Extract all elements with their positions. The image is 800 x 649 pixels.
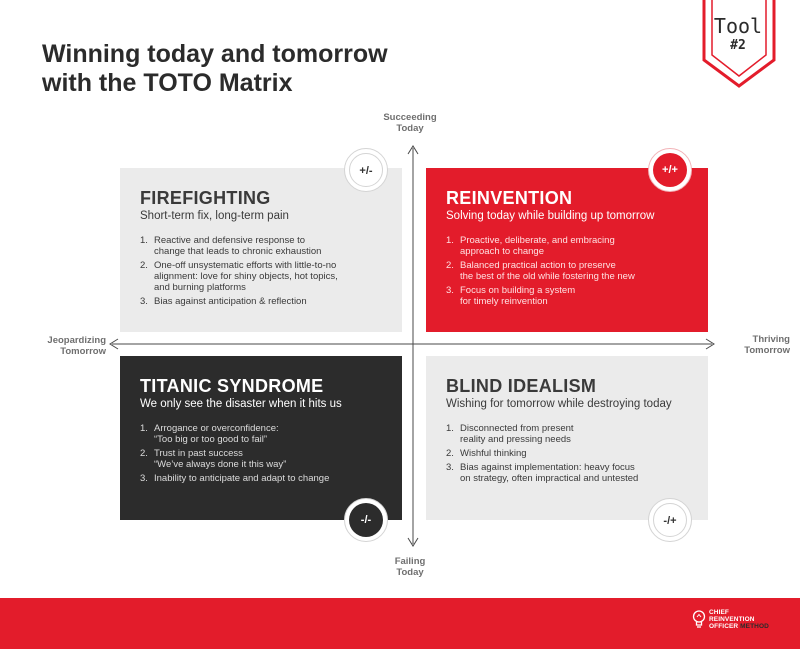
list-item (446, 423, 688, 445)
badge-label: -/+ (653, 503, 687, 537)
footer-bar (0, 598, 800, 649)
quadrant-subtitle: Short-term fix, long-term pain (140, 210, 289, 222)
list-item-text: Disconnected from present reality and pressing needs (460, 423, 574, 445)
axis-label-bottom-line-1: Failing (394, 556, 426, 567)
list-item-text: Bias against implementation: heavy focus on strategy, often impractical and untested (460, 462, 639, 484)
axis-label-bottom (370, 556, 450, 578)
list-item (140, 473, 382, 484)
list-item-text: Bias against anticipation & reflection (154, 296, 307, 307)
logo-text (709, 609, 769, 630)
badge-reinvention (648, 148, 692, 192)
list-item-number: 1. (446, 423, 454, 434)
quadrant-title: BLIND IDEALISM (446, 376, 597, 396)
tool-badge-number: #2 (730, 38, 746, 53)
list-item (446, 462, 688, 484)
list-item-number: 2. (446, 260, 454, 271)
list-item (446, 448, 688, 459)
list-item (140, 423, 382, 445)
page-title-line-2: with the TOTO Matrix (42, 69, 293, 97)
footer-logo (692, 608, 792, 638)
list-item (446, 235, 688, 257)
tool-badge-label: Tool (713, 14, 763, 38)
list-item-text: Wishful thinking (460, 448, 527, 459)
list-item-text: Trust in past success “We’ve always done it this way” (154, 448, 287, 470)
quadrant-blind-idealism (426, 356, 708, 520)
axis-label-bottom-line-2: Today (396, 567, 424, 578)
axis-label-top (370, 112, 450, 134)
list-item-number: 3. (140, 296, 148, 307)
list-item-text: One-off unsystematic efforts with little-to-no alignment: love for shiny objects, hot topics, and burning platforms (154, 260, 338, 293)
page-title-line-1: Winning today and tomorrow (42, 40, 388, 68)
list-item-text: Balanced practical action to preserve the best of the old while fostering the new (460, 260, 635, 282)
list-item-number: 1. (140, 423, 148, 434)
quadrant-list (446, 423, 688, 484)
lightbulb-icon (692, 610, 706, 628)
list-item (140, 296, 382, 307)
quadrant-subtitle: We only see the disaster when it hits us (140, 398, 342, 410)
list-item-text: Arrogance or overconfidence: “Too big or too good to fail” (154, 423, 279, 445)
badge-blind-idealism (648, 498, 692, 542)
list-item (140, 235, 382, 257)
quadrant-firefighting (120, 168, 402, 332)
quadrant-list (140, 235, 382, 307)
logo-word-method: METHOD (740, 623, 769, 630)
list-item (140, 260, 382, 293)
list-item-number: 2. (140, 260, 148, 271)
list-item (446, 260, 688, 282)
list-item-number: 2. (140, 448, 148, 459)
quadrant-title: FIREFIGHTING (140, 188, 271, 208)
list-item-text: Focus on building a system for timely reinvention (460, 285, 576, 307)
axis-label-right-line-1: Thriving (752, 334, 790, 345)
list-item (446, 285, 688, 307)
badge-titanic-syndrome (344, 498, 388, 542)
axis-label-top-line-2: Today (396, 123, 424, 134)
axis-label-top-line-1: Succeeding (383, 112, 437, 123)
axis-label-right (710, 334, 790, 356)
quadrant-list (446, 235, 688, 307)
badge-firefighting (344, 148, 388, 192)
logo-word-officer: OFFICER (709, 623, 739, 630)
quadrant-subtitle: Solving today while building up tomorrow (446, 210, 655, 222)
quadrant-titanic-syndrome (120, 356, 402, 520)
badge-label: +/+ (653, 153, 687, 187)
badge-label: +/- (349, 153, 383, 187)
list-item-number: 3. (446, 285, 454, 296)
axis-label-left-line-1: Jeopardizing (47, 335, 106, 346)
list-item (140, 448, 382, 470)
logo-line-2: REINVENTION (709, 616, 755, 623)
list-item-text: Inability to anticipate and adapt to change (154, 473, 330, 484)
list-item-number: 2. (446, 448, 454, 459)
list-item-number: 1. (446, 235, 454, 246)
list-item-text: Proactive, deliberate, and embracing approach to change (460, 235, 615, 257)
logo-line-3 (709, 623, 769, 630)
list-item-number: 1. (140, 235, 148, 246)
list-item-text: Reactive and defensive response to change that leads to chronic exhaustion (154, 235, 322, 257)
quadrant-title: TITANIC SYNDROME (140, 376, 324, 396)
quadrant-subtitle: Wishing for tomorrow while destroying today (446, 398, 672, 410)
quadrant-reinvention (426, 168, 708, 332)
axis-label-left-line-2: Tomorrow (60, 346, 106, 357)
list-item-number: 3. (446, 462, 454, 473)
axis-label-right-line-2: Tomorrow (744, 345, 790, 356)
axis-label-left (20, 335, 106, 357)
quadrant-list (140, 423, 382, 484)
badge-label: -/- (349, 503, 383, 537)
list-item-number: 3. (140, 473, 148, 484)
logo-line-1: CHIEF (709, 609, 729, 616)
quadrant-title: REINVENTION (446, 188, 573, 208)
